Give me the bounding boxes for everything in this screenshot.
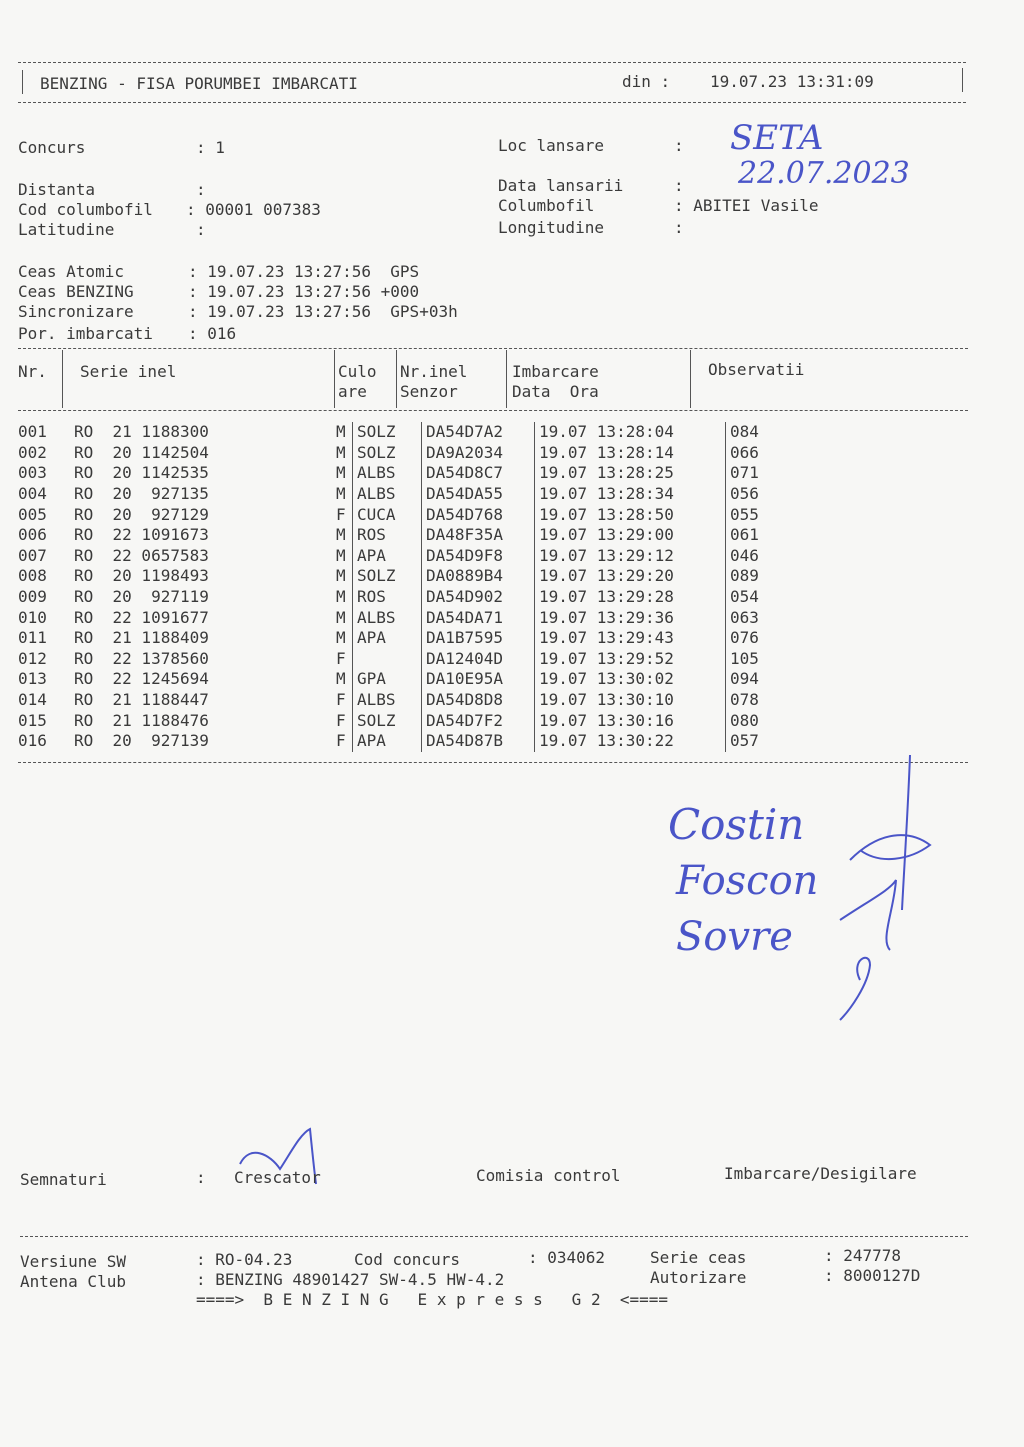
table-row: [18, 710, 810, 731]
row-culoare: APA: [353, 731, 422, 752]
header-bottom-rule: [18, 102, 966, 103]
row-sex: M: [336, 525, 346, 545]
distanta-label: Distanta: [18, 180, 96, 199]
versiune-sw-label: Versiune SW: [20, 1252, 126, 1271]
row-sex: M: [336, 545, 346, 565]
col-header-culoare-1: Culo: [338, 362, 377, 381]
row-culoare: SOLZ: [353, 566, 422, 587]
row-culoare: GPA: [353, 669, 422, 690]
col-header-culoare-2: are: [338, 382, 367, 401]
row-senzor: DA54D8D8: [422, 690, 535, 711]
serie-ceas-value: : 247778: [824, 1246, 902, 1265]
table-row: [18, 669, 810, 690]
row-serie-inel: RO 22 1091677: [74, 607, 209, 627]
serie-ceas-label: Serie ceas: [650, 1248, 747, 1267]
col-header-imbarcare-1: Imbarcare: [512, 362, 599, 381]
loc-lansare-value: :: [674, 136, 684, 155]
row-sex: M: [336, 628, 346, 648]
row-culoare: ALBS: [353, 463, 422, 484]
table-row: [18, 463, 810, 484]
row-serie-inel: RO 22 1245694: [74, 669, 209, 689]
row-nr: 001: [18, 422, 47, 442]
row-culoare: ALBS: [353, 484, 422, 505]
row-observatii: 105: [726, 649, 811, 670]
row-data-ora: 19.07 13:28:25: [535, 463, 726, 484]
autorizare-value: : 8000127D: [824, 1266, 921, 1285]
din-value: 19.07.23 13:31:09: [710, 72, 874, 91]
por-imbarcati-value: : 016: [188, 324, 237, 343]
col-sep-3: [396, 350, 397, 408]
columbofil-value: : ABITEI Vasile: [674, 196, 819, 215]
row-senzor: DA54D768: [422, 504, 535, 525]
row-data-ora: 19.07 13:29:00: [535, 525, 726, 546]
row-observatii: 080: [726, 710, 811, 731]
handwritten-name-1: Costin: [668, 800, 805, 849]
distanta-value: :: [196, 180, 206, 199]
table-row: [18, 443, 810, 464]
sincronizare-label: Sincronizare: [18, 302, 134, 321]
row-sex: M: [336, 463, 346, 483]
row-senzor: DA54D8C7: [422, 463, 535, 484]
row-culoare: SOLZ: [353, 443, 422, 464]
col-sep-1: [62, 350, 63, 408]
row-sex: M: [336, 587, 346, 607]
row-observatii: 089: [726, 566, 811, 587]
row-serie-inel: RO 22 1378560: [74, 648, 209, 668]
row-nr: 011: [18, 628, 47, 648]
row-observatii: 061: [726, 525, 811, 546]
row-observatii: 055: [726, 504, 811, 525]
row-observatii: 056: [726, 484, 811, 505]
antena-club-label: Antena Club: [20, 1272, 126, 1291]
row-senzor: DA54D87B: [422, 731, 535, 752]
table-row: [18, 607, 810, 628]
latitudine-value: :: [196, 220, 206, 239]
table-row: [18, 649, 810, 670]
handwritten-loc: SETA: [730, 118, 824, 158]
pigeon-table-body: [18, 422, 810, 752]
row-sex: M: [336, 607, 346, 627]
table-row: [18, 422, 810, 443]
handwritten-date: 22.07.2023: [738, 156, 910, 191]
concurs-value: : 1: [196, 138, 225, 157]
header-top-rule: [18, 62, 966, 63]
row-culoare: APA: [353, 628, 422, 649]
row-sex: F: [336, 648, 346, 668]
row-observatii: 057: [726, 731, 811, 752]
row-senzor: DA54DA71: [422, 607, 535, 628]
row-senzor: DA12404D: [422, 649, 535, 670]
autorizare-label: Autorizare: [650, 1268, 747, 1287]
row-sex: F: [336, 710, 346, 730]
longitudine-label: Longitudine: [498, 218, 604, 237]
row-senzor: DA54DA55: [422, 484, 535, 505]
row-nr: 002: [18, 442, 47, 462]
row-serie-inel: RO 20 927129: [74, 504, 209, 524]
row-senzor: DA9A2034: [422, 443, 535, 464]
footer-rule: [20, 1236, 968, 1237]
col-sep-4: [506, 350, 507, 408]
header-left-bar: [22, 70, 23, 94]
row-nr: 007: [18, 545, 47, 565]
row-observatii: 078: [726, 690, 811, 711]
col-header-observatii: Observatii: [708, 360, 805, 379]
signature-strokes: [820, 750, 940, 1030]
row-data-ora: 19.07 13:28:04: [535, 422, 726, 443]
row-senzor: DA54D7F2: [422, 710, 535, 731]
row-senzor: DA54D902: [422, 587, 535, 608]
row-data-ora: 19.07 13:29:43: [535, 628, 726, 649]
table-row: [18, 628, 810, 649]
row-serie-inel: RO 20 1142535: [74, 463, 209, 483]
data-lansarii-value: :: [674, 176, 684, 195]
table-header-bottom-rule: [18, 410, 968, 411]
row-sex: M: [336, 566, 346, 586]
header-right-bar: [962, 68, 963, 92]
row-data-ora: 19.07 13:28:14: [535, 443, 726, 464]
row-senzor: DA54D9F8: [422, 546, 535, 567]
table-row: [18, 566, 810, 587]
row-serie-inel: RO 20 927139: [74, 731, 209, 751]
semnaturi-label: Semnaturi: [20, 1170, 107, 1189]
handwritten-name-3: Sovre: [676, 914, 793, 960]
data-lansarii-label: Data lansarii: [498, 176, 624, 195]
row-data-ora: 19.07 13:30:10: [535, 690, 726, 711]
row-sex: M: [336, 484, 346, 504]
row-data-ora: 19.07 13:29:12: [535, 546, 726, 567]
handwritten-name-2: Foscon: [676, 858, 819, 904]
longitudine-value: :: [674, 218, 684, 237]
cod-concurs-label: Cod concurs: [354, 1250, 460, 1269]
row-nr: 003: [18, 463, 47, 483]
row-culoare: APA: [353, 546, 422, 567]
crescator-label: Crescator: [234, 1168, 321, 1187]
row-serie-inel: RO 20 1198493: [74, 566, 209, 586]
col-header-nr: Nr.: [18, 362, 47, 381]
row-culoare: ROS: [353, 587, 422, 608]
loc-lansare-label: Loc lansare: [498, 136, 604, 155]
row-observatii: 076: [726, 628, 811, 649]
row-serie-inel: RO 21 1188300: [74, 422, 209, 442]
row-data-ora: 19.07 13:29:36: [535, 607, 726, 628]
table-row: [18, 484, 810, 505]
ceas-benzing-label: Ceas BENZING: [18, 282, 134, 301]
row-nr: 012: [18, 648, 47, 668]
row-culoare: CUCA: [353, 504, 422, 525]
row-data-ora: 19.07 13:30:22: [535, 731, 726, 752]
row-data-ora: 19.07 13:30:16: [535, 710, 726, 731]
row-serie-inel: RO 22 1091673: [74, 525, 209, 545]
cod-columbofil-label: Cod columbofil: [18, 200, 153, 219]
row-nr: 015: [18, 710, 47, 730]
row-nr: 010: [18, 607, 47, 627]
table-row: [18, 504, 810, 525]
latitudine-label: Latitudine: [18, 220, 115, 239]
row-senzor: DA1B7595: [422, 628, 535, 649]
imbarcare-desigilare-label: Imbarcare/Desigilare: [724, 1164, 917, 1183]
table-row: [18, 587, 810, 608]
row-observatii: 084: [726, 422, 811, 443]
row-senzor: DA10E95A: [422, 669, 535, 690]
concurs-label: Concurs: [18, 138, 86, 157]
row-observatii: 071: [726, 463, 811, 484]
col-sep-2: [334, 350, 335, 408]
col-header-senzor-2: Senzor: [400, 382, 458, 401]
ceas-atomic-label: Ceas Atomic: [18, 262, 124, 281]
row-serie-inel: RO 20 1142504: [74, 442, 209, 462]
semnaturi-sep: :: [196, 1168, 206, 1187]
row-sex: F: [336, 731, 346, 751]
col-header-senzor-1: Nr.inel: [400, 362, 468, 381]
benzing-banner: ====> B E N Z I N G E x p r e s s G 2 <====: [196, 1290, 669, 1309]
din-label: din :: [622, 72, 671, 91]
row-data-ora: 19.07 13:30:02: [535, 669, 726, 690]
table-row: [18, 731, 810, 752]
row-observatii: 054: [726, 587, 811, 608]
row-serie-inel: RO 21 1188447: [74, 690, 209, 710]
row-nr: 014: [18, 690, 47, 710]
row-sex: F: [336, 504, 346, 524]
row-culoare: SOLZ: [353, 422, 422, 443]
row-data-ora: 19.07 13:29:28: [535, 587, 726, 608]
row-nr: 005: [18, 504, 47, 524]
por-imbarcati-label: Por. imbarcati: [18, 324, 153, 343]
row-serie-inel: RO 20 927119: [74, 587, 209, 607]
row-culoare: SOLZ: [353, 710, 422, 731]
ceas-benzing-value: : 19.07.23 13:27:56 +000: [188, 282, 420, 301]
ceas-atomic-value: : 19.07.23 13:27:56 GPS: [188, 262, 420, 281]
row-culoare: ALBS: [353, 607, 422, 628]
row-data-ora: 19.07 13:28:50: [535, 504, 726, 525]
table-row: [18, 546, 810, 567]
row-observatii: 046: [726, 546, 811, 567]
row-nr: 009: [18, 587, 47, 607]
row-sex: M: [336, 422, 346, 442]
row-observatii: 066: [726, 443, 811, 464]
row-serie-inel: RO 21 1188476: [74, 710, 209, 730]
cod-columbofil-value: : 00001 007383: [186, 200, 321, 219]
antena-club-value: : BENZING 48901427 SW-4.5 HW-4.2: [196, 1270, 505, 1289]
cod-concurs-value: : 034062: [528, 1248, 606, 1267]
pigeon-table: [18, 422, 810, 752]
row-senzor: DA0889B4: [422, 566, 535, 587]
sincronizare-value: : 19.07.23 13:27:56 GPS+03h: [188, 302, 458, 321]
row-culoare: ROS: [353, 525, 422, 546]
row-nr: 004: [18, 484, 47, 504]
row-culoare: ALBS: [353, 690, 422, 711]
col-sep-5: [690, 350, 691, 408]
col-header-serie: Serie inel: [80, 362, 177, 381]
row-observatii: 094: [726, 669, 811, 690]
row-nr: 016: [18, 731, 47, 751]
row-senzor: DA48F35A: [422, 525, 535, 546]
row-serie-inel: RO 21 1188409: [74, 628, 209, 648]
row-sex: F: [336, 690, 346, 710]
document-title: BENZING - FISA PORUMBEI IMBARCATI: [40, 74, 358, 93]
row-sex: M: [336, 669, 346, 689]
row-culoare: [353, 649, 422, 670]
row-data-ora: 19.07 13:29:52: [535, 649, 726, 670]
col-header-imbarcare-2: Data Ora: [512, 382, 599, 401]
row-observatii: 063: [726, 607, 811, 628]
row-sex: M: [336, 442, 346, 462]
row-nr: 013: [18, 669, 47, 689]
comisia-control-label: Comisia control: [476, 1166, 621, 1185]
row-serie-inel: RO 20 927135: [74, 484, 209, 504]
table-header-top-rule: [18, 348, 968, 349]
row-data-ora: 19.07 13:29:20: [535, 566, 726, 587]
table-row: [18, 690, 810, 711]
table-row: [18, 525, 810, 546]
columbofil-label: Columbofil: [498, 196, 595, 215]
versiune-sw-value: : RO-04.23: [196, 1250, 293, 1269]
row-nr: 008: [18, 566, 47, 586]
row-nr: 006: [18, 525, 47, 545]
row-senzor: DA54D7A2: [422, 422, 535, 443]
row-data-ora: 19.07 13:28:34: [535, 484, 726, 505]
row-serie-inel: RO 22 0657583: [74, 545, 209, 565]
